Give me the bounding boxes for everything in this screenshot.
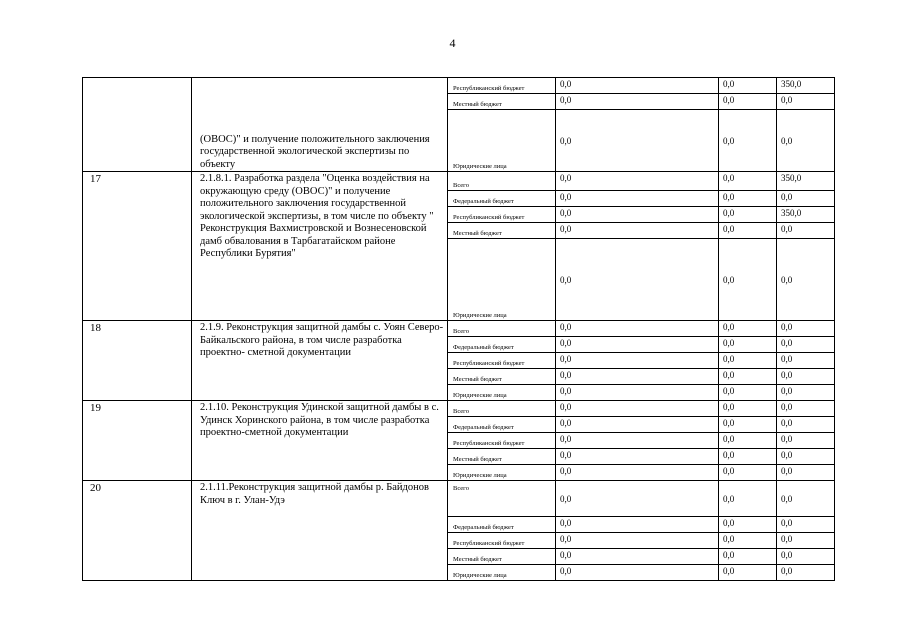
amount-v2: 0,0 <box>719 337 777 353</box>
table-row <box>83 401 835 417</box>
amount-v2: 0,0 <box>719 565 777 581</box>
amount-v1: 0,0 <box>556 565 719 581</box>
amount-v3: 0,0 <box>777 239 835 321</box>
row-number: 18 <box>83 321 192 401</box>
amount-v1: 0,0 <box>556 417 719 433</box>
amount-v2: 0,0 <box>719 94 777 110</box>
funding-source: Всего <box>448 481 556 517</box>
amount-v2: 0,0 <box>719 78 777 94</box>
amount-v1: 0,0 <box>556 433 719 449</box>
row-number: 17 <box>83 172 192 321</box>
amount-v3: 0,0 <box>777 565 835 581</box>
amount-v1: 0,0 <box>556 223 719 239</box>
amount-v1: 0,0 <box>556 465 719 481</box>
measure-name: 2.1.11.Реконструкция защитной дамбы р. Байдонов Ключ в г. Улан-Удэ <box>192 481 448 581</box>
amount-v2: 0,0 <box>719 549 777 565</box>
amount-v3: 0,0 <box>777 517 835 533</box>
amount-v2: 0,0 <box>719 110 777 172</box>
funding-source: Местный бюджет <box>448 223 556 239</box>
funding-source: Юридические лица <box>448 465 556 481</box>
measure-name: (ОВОС)" и получение положительного заключения государственной экологической экспертизы по объекту <box>192 78 448 172</box>
table-row <box>83 481 835 517</box>
amount-v1: 0,0 <box>556 369 719 385</box>
amount-v1: 0,0 <box>556 172 719 191</box>
funding-source: Республиканский бюджет <box>448 78 556 94</box>
amount-v1: 0,0 <box>556 78 719 94</box>
funding-source: Всего <box>448 172 556 191</box>
row-number <box>83 78 192 172</box>
amount-v1: 0,0 <box>556 207 719 223</box>
funding-source: Федеральный бюджет <box>448 337 556 353</box>
amount-v3: 350,0 <box>777 78 835 94</box>
amount-v2: 0,0 <box>719 481 777 517</box>
funding-source: Федеральный бюджет <box>448 517 556 533</box>
amount-v3: 0,0 <box>777 417 835 433</box>
amount-v2: 0,0 <box>719 401 777 417</box>
funding-source: Юридические лица <box>448 239 556 321</box>
funding-source: Всего <box>448 401 556 417</box>
amount-v3: 0,0 <box>777 94 835 110</box>
amount-v2: 0,0 <box>719 517 777 533</box>
funding-source: Юридические лица <box>448 110 556 172</box>
table-row <box>83 172 835 191</box>
amount-v3: 0,0 <box>777 401 835 417</box>
measure-name: 2.1.9. Реконструкция защитной дамбы с. Уоян Северо- Байкальского района, в том числе разработка проектно- сметной документации <box>192 321 448 401</box>
amount-v1: 0,0 <box>556 385 719 401</box>
amount-v1: 0,0 <box>556 321 719 337</box>
amount-v3: 0,0 <box>777 481 835 517</box>
amount-v2: 0,0 <box>719 223 777 239</box>
funding-source: Республиканский бюджет <box>448 433 556 449</box>
amount-v3: 0,0 <box>777 369 835 385</box>
amount-v1: 0,0 <box>556 517 719 533</box>
amount-v2: 0,0 <box>719 369 777 385</box>
amount-v3: 0,0 <box>777 465 835 481</box>
amount-v3: 0,0 <box>777 110 835 172</box>
amount-v2: 0,0 <box>719 433 777 449</box>
funding-source: Федеральный бюджет <box>448 417 556 433</box>
amount-v3: 0,0 <box>777 533 835 549</box>
row-number: 19 <box>83 401 192 481</box>
amount-v3: 350,0 <box>777 172 835 191</box>
amount-v3: 0,0 <box>777 433 835 449</box>
funding-source: Местный бюджет <box>448 369 556 385</box>
amount-v1: 0,0 <box>556 110 719 172</box>
funding-source: Всего <box>448 321 556 337</box>
amount-v2: 0,0 <box>719 417 777 433</box>
amount-v2: 0,0 <box>719 449 777 465</box>
amount-v1: 0,0 <box>556 449 719 465</box>
amount-v3: 0,0 <box>777 337 835 353</box>
amount-v3: 350,0 <box>777 207 835 223</box>
amount-v1: 0,0 <box>556 94 719 110</box>
amount-v1: 0,0 <box>556 337 719 353</box>
amount-v3: 0,0 <box>777 449 835 465</box>
amount-v2: 0,0 <box>719 465 777 481</box>
funding-source: Юридические лица <box>448 565 556 581</box>
row-number: 20 <box>83 481 192 581</box>
funding-source: Федеральный бюджет <box>448 191 556 207</box>
amount-v3: 0,0 <box>777 353 835 369</box>
amount-v3: 0,0 <box>777 191 835 207</box>
amount-v1: 0,0 <box>556 533 719 549</box>
amount-v2: 0,0 <box>719 172 777 191</box>
measure-name: 2.1.8.1. Разработка раздела "Оценка воздействия на окружающую среду (ОВОС)" и получение положительного заключения государственной экологической экспертизы, в том числе по объекту " Реконструкция Вахмистровской и Вознесеновской дамб обвалования в Тарбагатайском районе Республики Бурятия" <box>192 172 448 321</box>
amount-v2: 0,0 <box>719 207 777 223</box>
table-row <box>83 321 835 337</box>
amount-v1: 0,0 <box>556 401 719 417</box>
funding-source: Юридические лица <box>448 385 556 401</box>
amount-v2: 0,0 <box>719 353 777 369</box>
funding-source: Республиканский бюджет <box>448 353 556 369</box>
page-number: 4 <box>449 36 456 50</box>
amount-v2: 0,0 <box>719 385 777 401</box>
budget-table <box>82 77 835 581</box>
funding-source: Местный бюджет <box>448 549 556 565</box>
amount-v1: 0,0 <box>556 191 719 207</box>
amount-v2: 0,0 <box>719 533 777 549</box>
amount-v3: 0,0 <box>777 321 835 337</box>
amount-v3: 0,0 <box>777 549 835 565</box>
measure-name: 2.1.10. Реконструкция Удинской защитной дамбы в с. Удинск Хоринского района, в том числе разработка проектно-сметной документации <box>192 401 448 481</box>
amount-v1: 0,0 <box>556 239 719 321</box>
funding-source: Местный бюджет <box>448 94 556 110</box>
amount-v1: 0,0 <box>556 549 719 565</box>
funding-source: Республиканский бюджет <box>448 207 556 223</box>
amount-v2: 0,0 <box>719 321 777 337</box>
amount-v3: 0,0 <box>777 223 835 239</box>
funding-source: Местный бюджет <box>448 449 556 465</box>
amount-v2: 0,0 <box>719 191 777 207</box>
amount-v1: 0,0 <box>556 353 719 369</box>
funding-source: Республиканский бюджет <box>448 533 556 549</box>
amount-v1: 0,0 <box>556 481 719 517</box>
amount-v3: 0,0 <box>777 385 835 401</box>
amount-v2: 0,0 <box>719 239 777 321</box>
table-row <box>83 78 835 94</box>
